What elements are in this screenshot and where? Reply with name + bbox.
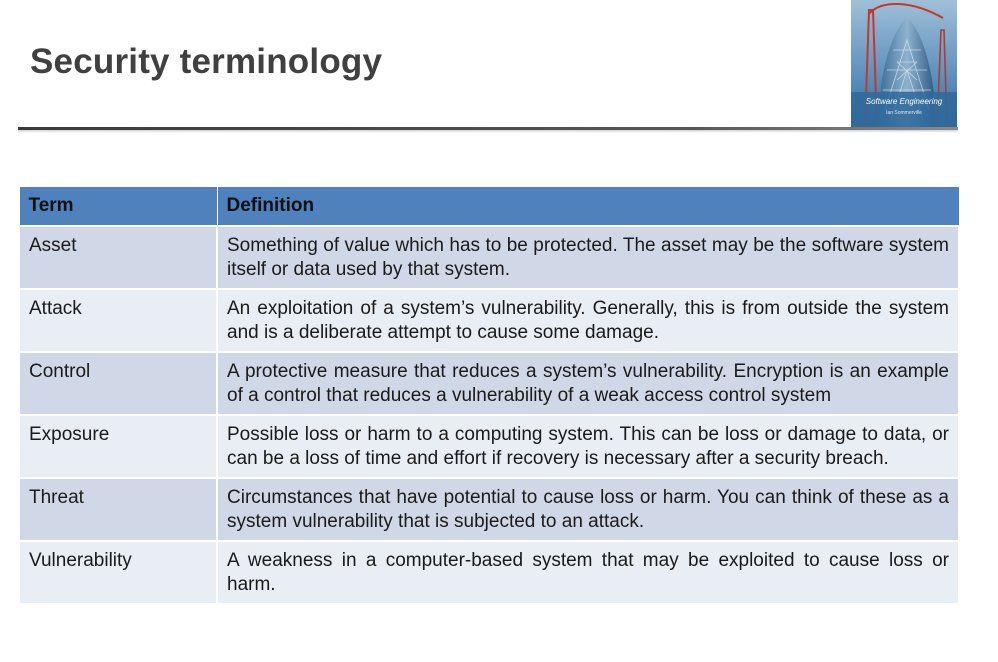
term-cell: Control [19, 352, 217, 415]
header-definition: Definition [217, 187, 959, 226]
terminology-table [18, 187, 960, 605]
book-cover-image [851, 0, 957, 128]
term-cell: Exposure [19, 415, 217, 478]
slide-title: Security terminology [30, 42, 383, 81]
book-cover-author: Ian Sommerville [886, 110, 922, 116]
definition-cell: A weakness in a computer-based system that may be exploited to cause loss or harm. [217, 541, 959, 604]
table-row [19, 226, 959, 289]
definition-cell: Something of value which has to be protected. The asset may be the software system itself or data used by that system. [217, 226, 959, 289]
definition-cell: An exploitation of a system’s vulnerability. Generally, this is from outside the system and is a deliberate attempt to cause some damage. [217, 289, 959, 352]
term-cell: Threat [19, 478, 217, 541]
table-row [19, 415, 959, 478]
definition-cell: A protective measure that reduces a system’s vulnerability. Encryption is an example of a control that reduces a vulnerability of a weak access control system [217, 352, 959, 415]
table-row [19, 541, 959, 604]
term-cell: Attack [19, 289, 217, 352]
table-row [19, 289, 959, 352]
term-cell: Vulnerability [19, 541, 217, 604]
term-cell: Asset [19, 226, 217, 289]
definition-cell: Circumstances that have potential to cause loss or harm. You can think of these as a system vulnerability that is subjected to an attack. [217, 478, 959, 541]
table-row [19, 352, 959, 415]
table-header-row [19, 187, 959, 226]
table-row [19, 478, 959, 541]
book-cover-title: Software Engineering [865, 97, 943, 106]
header-term: Term [19, 187, 217, 226]
title-divider-shadow [18, 130, 958, 133]
definition-cell: Possible loss or harm to a computing system. This can be loss or damage to data, or can be a loss of time and effort if recovery is necessary after a security breach. [217, 415, 959, 478]
